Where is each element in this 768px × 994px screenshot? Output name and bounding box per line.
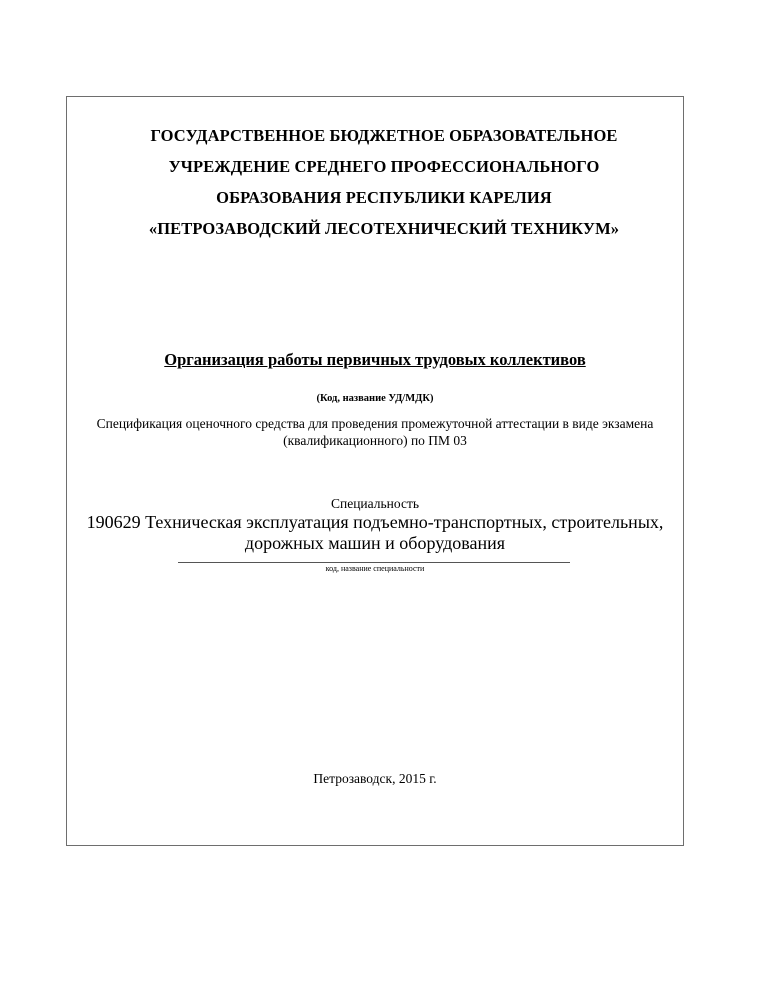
institution-line-4: «ПЕТРОЗАВОДСКИЙ ЛЕСОТЕХНИЧЕСКИЙ ТЕХНИКУМ» <box>148 219 620 238</box>
institution-line-1: ГОСУДАРСТВЕННОЕ БЮДЖЕТНОЕ ОБРАЗОВАТЕЛЬНОЕ <box>150 126 618 145</box>
discipline-title: Организация работы первичных трудовых коллективов <box>164 350 586 369</box>
institution-name <box>66 120 702 244</box>
institution-line-2: УЧРЕЖДЕНИЕ СРЕДНЕГО ПРОФЕССИОНАЛЬНОГО <box>168 157 600 176</box>
speciality-name-line-2: дорожных машин и оборудования <box>244 533 506 553</box>
speciality-label: Специальность <box>330 496 420 511</box>
speciality-caption: код, название специальности <box>325 564 425 573</box>
speciality-name-line-1: 190629 Техническая эксплуатация подъемно-транспортных, строительных, <box>86 512 664 532</box>
speciality-name <box>66 512 684 554</box>
speciality-underline <box>178 562 570 563</box>
city-year: Петрозаводск, 2015 г. <box>313 771 437 786</box>
institution-line-3: ОБРАЗОВАНИЯ РЕСПУБЛИКИ КАРЕЛИЯ <box>216 188 552 207</box>
specification-line-2: (квалификационного) по ПМ 03 <box>283 433 467 448</box>
discipline-code-note: (Код, название УД/МДК) <box>316 393 434 404</box>
specification-line-1: Спецификация оценочного средства для проведения промежуточной аттестации в виде экзамена <box>96 416 654 431</box>
specification-text <box>66 415 684 449</box>
